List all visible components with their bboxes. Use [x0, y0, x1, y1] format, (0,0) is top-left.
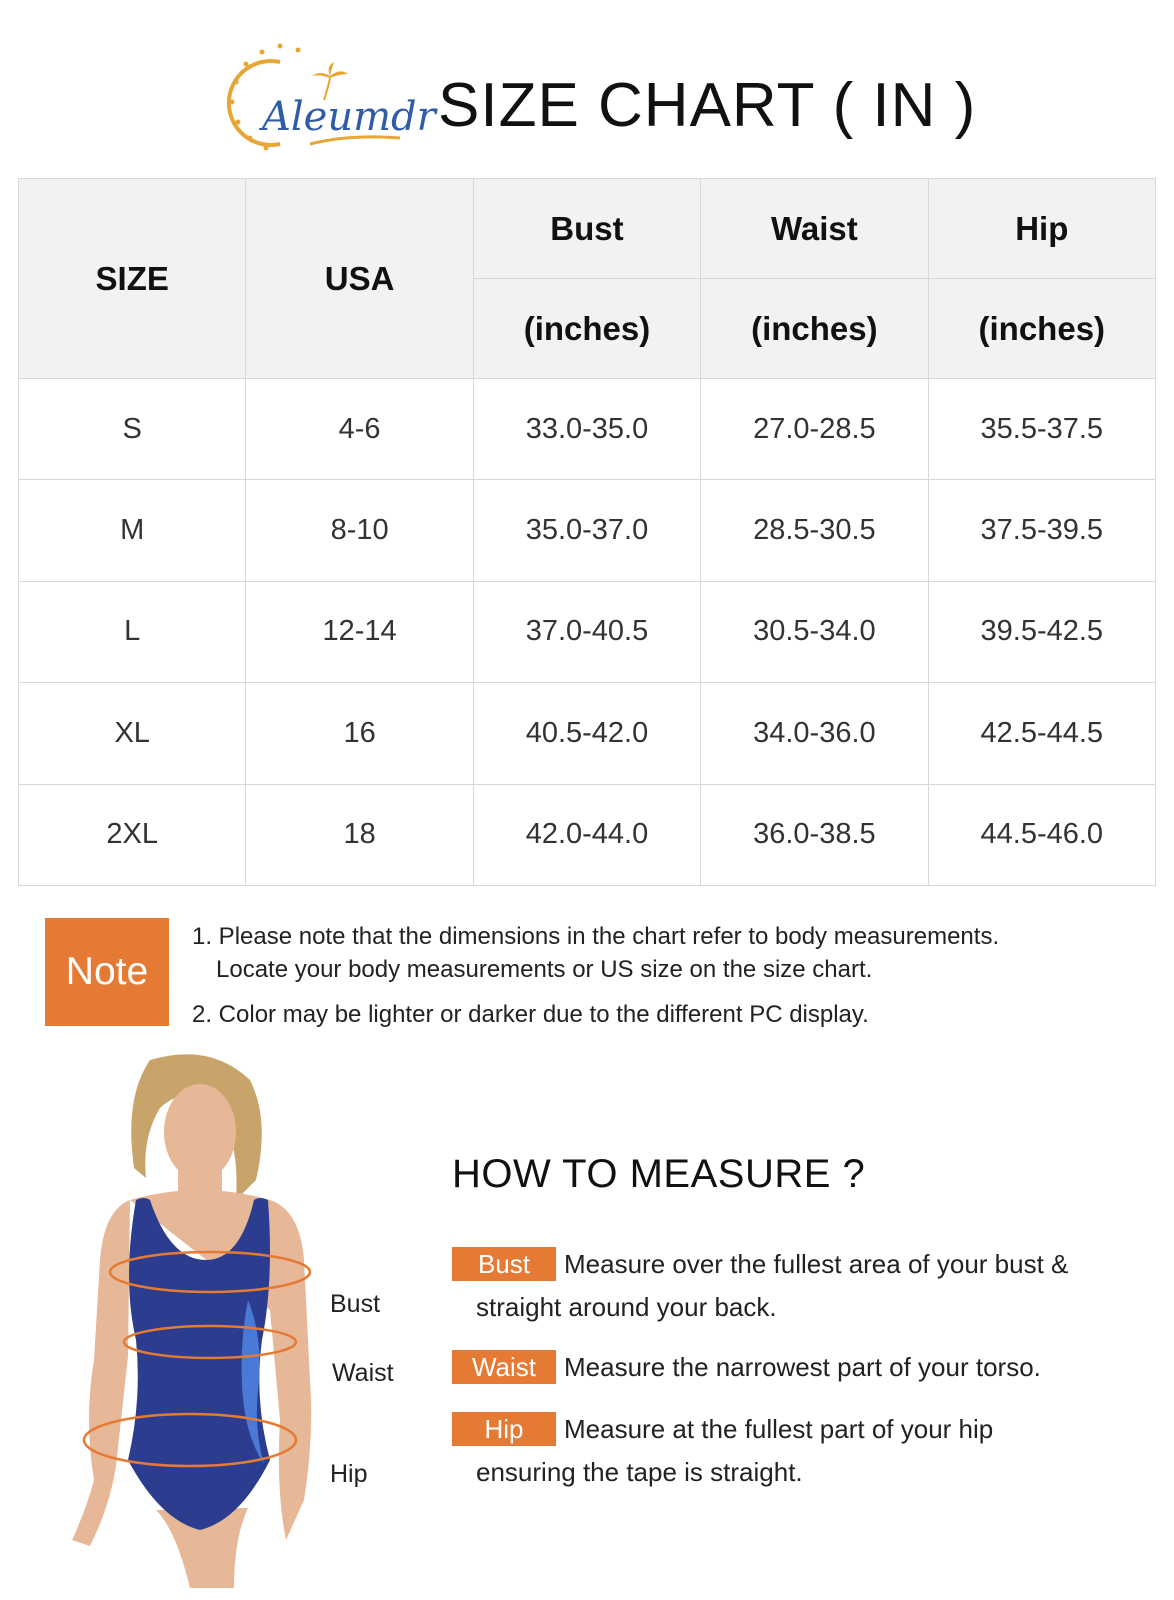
cell-bust: 33.0-35.0: [473, 379, 700, 480]
cell-bust: 37.0-40.5: [473, 581, 700, 682]
cell-waist: 30.5-34.0: [701, 581, 928, 682]
cell-size: S: [19, 379, 246, 480]
header-bust: Bust: [473, 179, 700, 279]
header-hip: Hip: [928, 179, 1155, 279]
cell-size: 2XL: [19, 784, 246, 885]
cell-usa: 12-14: [246, 581, 473, 682]
cell-waist: 28.5-30.5: [701, 480, 928, 581]
cell-bust: 42.0-44.0: [473, 784, 700, 885]
cell-usa: 4-6: [246, 379, 473, 480]
table-row: [19, 784, 1156, 885]
model-figure: [60, 1050, 360, 1590]
cell-bust: 40.5-42.0: [473, 683, 700, 784]
note-line-2: 2. Color may be lighter or darker due to the different PC display.: [192, 1001, 869, 1028]
hip-tag: Hip: [452, 1412, 556, 1446]
table-header-row: [19, 179, 1156, 279]
table-row: [19, 480, 1156, 581]
header-size: SIZE: [19, 179, 246, 379]
cell-waist: 34.0-36.0: [701, 683, 928, 784]
cell-usa: 18: [246, 784, 473, 885]
header-waist-unit: (inches): [701, 279, 928, 379]
header-usa: USA: [246, 179, 473, 379]
how-to-measure-title: HOW TO MEASURE ?: [452, 1152, 866, 1196]
figure-label-hip: Hip: [330, 1460, 368, 1488]
cell-hip: 44.5-46.0: [928, 784, 1155, 885]
cell-hip: 42.5-44.5: [928, 683, 1155, 784]
note-line-1: 1. Please note that the dimensions in the chart refer to body measurements.: [192, 923, 1000, 950]
note-line-1-continued: Locate your body measurements or US size on the size chart.: [216, 956, 873, 983]
table-row: [19, 379, 1156, 480]
size-chart-table: [18, 178, 1156, 886]
bust-tag: Bust: [452, 1247, 556, 1281]
cell-size: XL: [19, 683, 246, 784]
brand-logo: [218, 40, 436, 160]
waist-tag: Waist: [452, 1350, 556, 1384]
cell-size: M: [19, 480, 246, 581]
cell-hip: 37.5-39.5: [928, 480, 1155, 581]
svg-text:Aleumdr: Aleumdr: [262, 94, 436, 140]
bust-instruction: Measure over the fullest area of your bust &: [564, 1249, 1069, 1279]
cell-bust: 35.0-37.0: [473, 480, 700, 581]
table-row: [19, 581, 1156, 682]
header-hip-unit: (inches): [928, 279, 1155, 379]
cell-size: L: [19, 581, 246, 682]
table-row: [19, 683, 1156, 784]
hip-instruction: Measure at the fullest part of your hip: [564, 1414, 994, 1444]
header-waist: Waist: [701, 179, 928, 279]
cell-waist: 27.0-28.5: [701, 379, 928, 480]
bust-instruction-continued: straight around your back.: [476, 1292, 777, 1322]
hip-instruction-continued: ensuring the tape is straight.: [476, 1457, 803, 1487]
figure-label-waist: Waist: [332, 1359, 394, 1387]
note-badge: Note: [45, 918, 169, 1026]
cell-usa: 16: [246, 683, 473, 784]
waist-instruction: Measure the narrowest part of your torso.: [564, 1352, 1041, 1382]
page-title: SIZE CHART ( IN ): [438, 71, 977, 140]
cell-usa: 8-10: [246, 480, 473, 581]
cell-hip: 35.5-37.5: [928, 379, 1155, 480]
cell-waist: 36.0-38.5: [701, 784, 928, 885]
figure-label-bust: Bust: [330, 1290, 381, 1318]
cell-hip: 39.5-42.5: [928, 581, 1155, 682]
header-bust-unit: (inches): [473, 279, 700, 379]
